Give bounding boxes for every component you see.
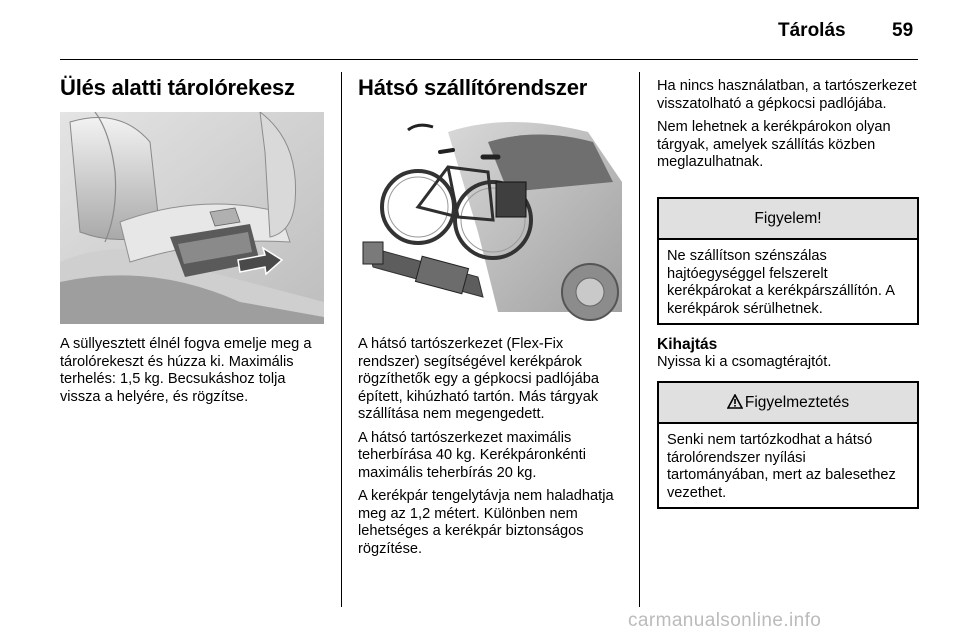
column-divider-left xyxy=(341,72,342,607)
subsection-text: Nyissa ki a csomagtérajtót. xyxy=(657,354,832,370)
notice-box xyxy=(657,197,919,325)
middle-paragraph-1: A hátsó tartószerkezet (Flex-Fix rendszer) segítségével kerékpárok rögzíthetők egy a gépkocsi padlójába épített, kihúzható tartón. Más tárgyak szállítása nem megengedett. xyxy=(358,336,599,422)
bike-carrier-illustration xyxy=(358,112,622,324)
column-divider-right xyxy=(639,72,640,607)
right-subsection xyxy=(657,336,919,378)
page-number: 59 xyxy=(892,20,914,41)
seat-storage-illustration xyxy=(60,112,324,324)
notice-body: Ne szállítson szénszálas hajtóegységgel felszerelt kerékpárokat a kerékpárszállítón. A kerékpárok sérülhetnek. xyxy=(667,248,895,317)
left-column xyxy=(60,74,324,102)
watermark: carmanualsonline.info xyxy=(628,610,822,631)
right-paragraph-2: Nem lehetnek a kerékpárokon olyan tárgyak, amelyek szállítás közben meglazulhatnak. xyxy=(657,119,891,170)
left-heading: Ülés alatti tárolórekesz xyxy=(60,75,295,100)
warning-box xyxy=(657,381,919,509)
notice-title: Figyelem! xyxy=(659,199,917,240)
subsection-heading: Kihajtás xyxy=(657,336,718,353)
right-text-block xyxy=(657,78,919,178)
warning-header xyxy=(659,383,917,424)
page-section-title: Tárolás xyxy=(778,20,846,41)
middle-heading: Hátsó szállítórendszer xyxy=(358,75,588,100)
warning-body: Senki nem tartózkodhat a hátsó tárolórendszer nyílási tartományában, mert az balesethez vezethet. xyxy=(667,432,896,501)
middle-paragraph-3: A kerékpár tengelytávja nem haladhatja meg az 1,2 métert. Különben nem lehetséges a kerékpár biztonságos rögzítése. xyxy=(358,488,614,557)
left-paragraph: A süllyesztett élnél fogva emelje meg a tárolórekeszt és húzza ki. Maximális terhelés: 1,5 kg. Becsukáshoz tolja vissza a helyére, és rögzítse. xyxy=(60,336,312,405)
header-divider xyxy=(60,59,918,60)
middle-text-block xyxy=(358,336,628,564)
right-paragraph-1: Ha nincs használatban, a tartószerkezet visszatolható a gépkocsi padlójába. xyxy=(657,78,917,112)
warning-title: Figyelmeztetés xyxy=(744,394,850,411)
warning-triangle-icon xyxy=(727,385,743,424)
middle-paragraph-2: A hátsó tartószerkezet maximális teherbírása 40 kg. Kerékpáronkénti maximális teherbírás 20 kg. xyxy=(358,429,586,481)
middle-column-heading xyxy=(358,74,622,102)
left-text-block xyxy=(60,336,326,412)
